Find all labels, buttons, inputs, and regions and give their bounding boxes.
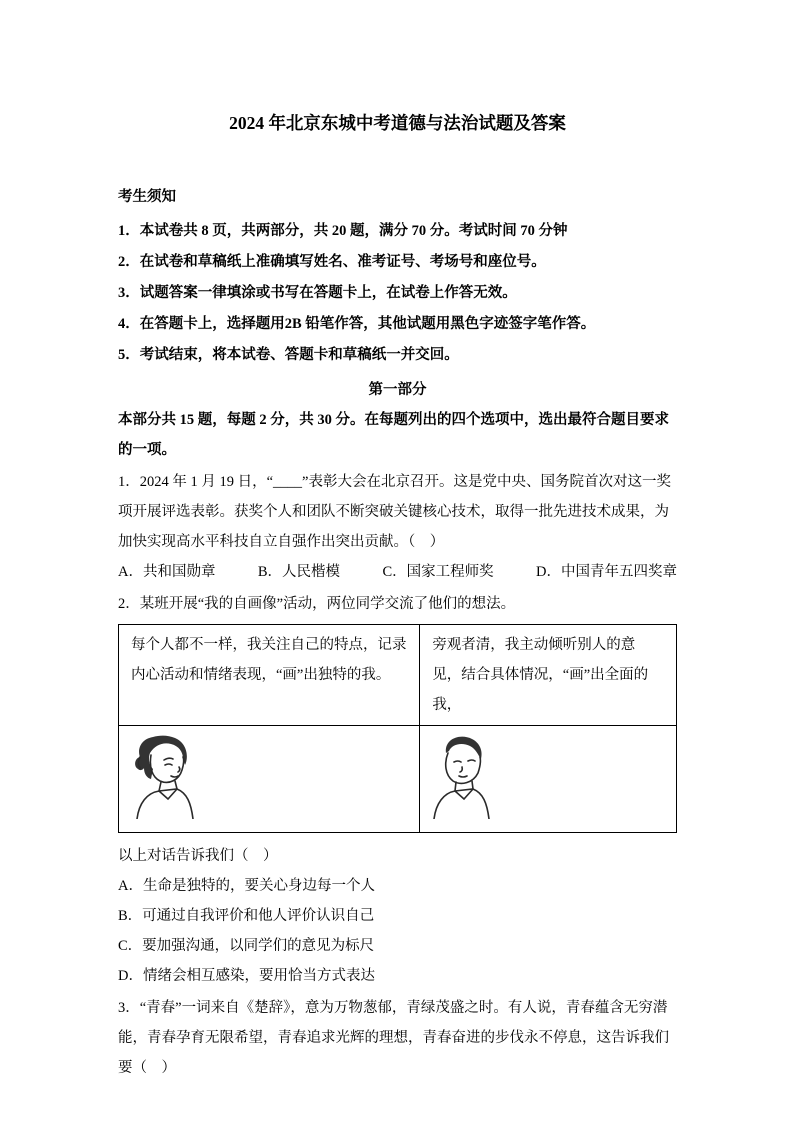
question-1-option-c: C．国家工程师奖 xyxy=(382,564,494,580)
left-image-cell xyxy=(119,726,420,833)
question-1-option-a: A．共和国勋章 xyxy=(118,564,216,580)
notice-item-1: 1．本试卷共 8 页，共两部分，共 20 题，满分 70 分。考试时间 70 分钟 xyxy=(118,223,568,239)
question-1-options xyxy=(118,557,677,587)
question-1-option-b: B．人民楷模 xyxy=(257,564,341,580)
question-2-option-b: B．可通过自我评价和他人评价认识自己 xyxy=(118,908,375,924)
left-dialogue-text: 每个人都不一样，我关注自己的特点，记录内心活动和情绪表现，“画”出独特的我。 xyxy=(119,625,420,726)
notice-header: 考生须知 xyxy=(118,189,176,205)
dialogue-text-row xyxy=(119,625,677,726)
girl-student-image xyxy=(131,731,195,819)
notice-item-4: 4．在答题卡上，选择题用2B 铅笔作答，其他试题用黑色字迹签字笔作答。 xyxy=(118,316,596,332)
question-2-option-c: C．要加强沟通，以同学们的意见为标尺 xyxy=(118,938,375,954)
notice-item-3: 3．试题答案一律填涂或书写在答题卡上，在试卷上作答无效。 xyxy=(118,285,517,301)
notice-item-2: 2．在试卷和草稿纸上准确填写姓名、准考证号、考场号和座位号。 xyxy=(118,254,546,270)
right-dialogue-text: 旁观者清，我主动倾听别人的意见，结合具体情况，“画”出全面的我， xyxy=(420,625,677,726)
question-2-stem: 以上对话告诉我们（ ） xyxy=(118,848,278,864)
document-title: 2024 年北京东城中考道德与法治试题及答案 xyxy=(229,113,566,133)
part1-header: 第一部分 xyxy=(368,382,427,398)
right-image-cell xyxy=(420,726,677,833)
question-2-intro: 2．某班开展“我的自画像”活动，两位同学交流了他们的想法。 xyxy=(118,596,516,612)
question-3-text: 3．“青春”一词来自《楚辞》，意为万物葱郁，青绿茂盛之时。有人说，青春蕴含无穷潜能，青春孕育无限希望，青春追求光辉的理想，青春奋进的步伐永不停息，这告诉我们要（ ） xyxy=(118,1000,669,1076)
dialogue-table xyxy=(118,624,677,833)
question-1-option-d: D．中国青年五四奖章 xyxy=(536,564,677,580)
part1-intro: 本部分共 15 题，每题 2 分，共 30 分。在每题列出的四个选项中，选出最符合题目要求的一项。 xyxy=(118,412,669,458)
notice-item-5: 5．考试结束，将本试卷、答题卡和草稿纸一并交回。 xyxy=(118,347,459,363)
question-2-option-d: D．情绪会相互感染，要用恰当方式表达 xyxy=(118,968,375,984)
dialogue-image-row xyxy=(119,726,677,833)
question-2-option-a: A．生命是独特的，要关心身边每一个人 xyxy=(118,878,375,894)
question-1-text: 1．2024 年 1 月 19 日，“____”表彰大会在北京召开。这是党中央、国务院首次对这一奖项开展评选表彰。获奖个人和团队不断突破关键核心技术，取得一批先进技术成果，为加快实现高水平科技自立自强作出突出贡献。（ ） xyxy=(118,474,671,550)
boy-student-image xyxy=(432,731,490,819)
